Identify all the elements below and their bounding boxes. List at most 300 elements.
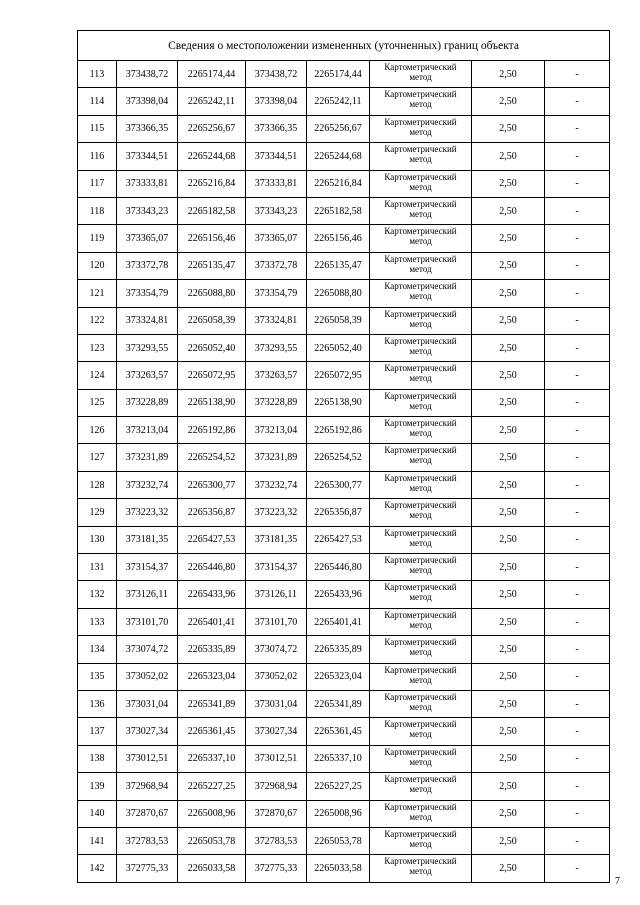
updated-y-cell: 2265256,67 xyxy=(307,115,370,142)
updated-y-cell: 2265446,80 xyxy=(307,554,370,581)
method-cell xyxy=(370,718,472,745)
existing-x-cell: 373101,70 xyxy=(117,608,178,635)
existing-y-cell: 2265335,89 xyxy=(178,636,246,663)
existing-x-cell: 372775,33 xyxy=(117,855,178,882)
existing-y-cell: 2265337,10 xyxy=(178,745,246,772)
method-line-2: метод xyxy=(409,866,432,877)
existing-y-cell: 2265446,80 xyxy=(178,554,246,581)
updated-x-cell: 373101,70 xyxy=(246,608,307,635)
updated-x-cell: 373223,32 xyxy=(246,499,307,526)
method-line-1: Картометрический xyxy=(384,472,457,483)
note-cell: - xyxy=(545,499,610,526)
method-cell xyxy=(370,280,472,307)
table-row xyxy=(78,827,610,854)
table-row xyxy=(78,554,610,581)
updated-x-cell: 373232,74 xyxy=(246,471,307,498)
method-cell xyxy=(370,61,472,88)
updated-x-cell: 373126,11 xyxy=(246,581,307,608)
existing-x-cell: 372968,94 xyxy=(117,773,178,800)
method-line-2: метод xyxy=(409,838,432,849)
table-row xyxy=(78,88,610,115)
existing-x-cell: 373031,04 xyxy=(117,690,178,717)
table-row xyxy=(78,499,610,526)
existing-x-cell: 373213,04 xyxy=(117,417,178,444)
method-line-2: метод xyxy=(409,72,432,82)
method-cell xyxy=(370,307,472,334)
method-cell xyxy=(370,773,472,800)
existing-x-cell: 373223,32 xyxy=(117,499,178,526)
table-row xyxy=(78,636,610,663)
method-line-2: метод xyxy=(409,811,432,822)
table-row xyxy=(78,773,610,800)
method-line-2: метод xyxy=(409,510,432,521)
updated-y-cell: 2265072,95 xyxy=(307,362,370,389)
method-line-1: Картометрический xyxy=(384,62,457,72)
note-cell: - xyxy=(545,663,610,690)
method-line-2: метод xyxy=(409,756,432,767)
table-row xyxy=(78,307,610,334)
method-cell xyxy=(370,389,472,416)
method-cell xyxy=(370,745,472,772)
updated-y-cell: 2265135,47 xyxy=(307,252,370,279)
method-cell xyxy=(370,225,472,252)
existing-y-cell: 2265427,53 xyxy=(178,526,246,553)
updated-x-cell: 373263,57 xyxy=(246,362,307,389)
table-row xyxy=(78,471,610,498)
method-line-2: метод xyxy=(409,729,432,740)
updated-x-cell: 373228,89 xyxy=(246,389,307,416)
point-number-cell: 118 xyxy=(78,197,117,224)
note-cell: - xyxy=(545,471,610,498)
updated-x-cell: 373372,78 xyxy=(246,252,307,279)
updated-x-cell: 373344,51 xyxy=(246,143,307,170)
note-cell: - xyxy=(545,143,610,170)
existing-x-cell: 373012,51 xyxy=(117,745,178,772)
method-line-2: метод xyxy=(409,592,432,603)
note-cell: - xyxy=(545,115,610,142)
method-line-1: Картометрический xyxy=(384,89,457,100)
updated-x-cell: 373231,89 xyxy=(246,444,307,471)
method-line-1: Картометрический xyxy=(384,335,457,346)
table-row xyxy=(78,800,610,827)
accuracy-cell: 2,50 xyxy=(472,471,545,498)
method-line-2: метод xyxy=(409,647,432,658)
note-cell: - xyxy=(545,581,610,608)
table-row xyxy=(78,389,610,416)
updated-x-cell: 372870,67 xyxy=(246,800,307,827)
page-number: 7 xyxy=(615,876,620,887)
point-number-cell: 121 xyxy=(78,280,117,307)
table-row xyxy=(78,745,610,772)
existing-y-cell: 2265401,41 xyxy=(178,608,246,635)
existing-x-cell: 373231,89 xyxy=(117,444,178,471)
updated-x-cell: 372775,33 xyxy=(246,855,307,882)
table-row xyxy=(78,718,610,745)
updated-x-cell: 373154,37 xyxy=(246,554,307,581)
existing-y-cell: 2265058,39 xyxy=(178,307,246,334)
note-cell: - xyxy=(545,718,610,745)
existing-y-cell: 2265244,68 xyxy=(178,143,246,170)
point-number-cell: 126 xyxy=(78,417,117,444)
note-cell: - xyxy=(545,636,610,663)
method-line-2: метод xyxy=(409,318,432,329)
point-number-cell: 142 xyxy=(78,855,117,882)
note-cell: - xyxy=(545,280,610,307)
accuracy-cell: 2,50 xyxy=(472,417,545,444)
accuracy-cell: 2,50 xyxy=(472,800,545,827)
point-number-cell: 133 xyxy=(78,608,117,635)
table-row xyxy=(78,61,610,88)
method-line-1: Картометрический xyxy=(384,363,457,374)
existing-y-cell: 2265361,45 xyxy=(178,718,246,745)
updated-y-cell: 2265337,10 xyxy=(307,745,370,772)
updated-y-cell: 2265227,25 xyxy=(307,773,370,800)
method-line-2: метод xyxy=(409,428,432,439)
point-number-cell: 120 xyxy=(78,252,117,279)
method-line-1: Картометрический xyxy=(384,226,457,237)
existing-y-cell: 2265323,04 xyxy=(178,663,246,690)
point-number-cell: 132 xyxy=(78,581,117,608)
table-row xyxy=(78,663,610,690)
accuracy-cell: 2,50 xyxy=(472,280,545,307)
accuracy-cell: 2,50 xyxy=(472,307,545,334)
method-cell xyxy=(370,608,472,635)
note-cell: - xyxy=(545,334,610,361)
method-cell xyxy=(370,800,472,827)
method-line-2: метод xyxy=(409,154,432,165)
method-line-2: метод xyxy=(409,373,432,384)
method-line-2: метод xyxy=(409,208,432,219)
updated-y-cell: 2265356,87 xyxy=(307,499,370,526)
updated-y-cell: 2265361,45 xyxy=(307,718,370,745)
updated-x-cell: 373074,72 xyxy=(246,636,307,663)
method-line-1: Картометрический xyxy=(384,828,457,839)
point-number-cell: 136 xyxy=(78,690,117,717)
existing-x-cell: 373181,35 xyxy=(117,526,178,553)
method-line-1: Картометрический xyxy=(384,281,457,292)
method-cell xyxy=(370,554,472,581)
updated-y-cell: 2265192,86 xyxy=(307,417,370,444)
updated-y-cell: 2265088,80 xyxy=(307,280,370,307)
method-cell xyxy=(370,581,472,608)
method-line-2: метод xyxy=(409,482,432,493)
accuracy-cell: 2,50 xyxy=(472,334,545,361)
updated-y-cell: 2265033,58 xyxy=(307,855,370,882)
point-number-cell: 139 xyxy=(78,773,117,800)
table-header-row xyxy=(78,31,610,61)
method-line-2: метод xyxy=(409,181,432,192)
method-line-1: Картометрический xyxy=(384,171,457,182)
accuracy-cell: 2,50 xyxy=(472,143,545,170)
method-line-1: Картометрический xyxy=(384,308,457,319)
point-number-cell: 128 xyxy=(78,471,117,498)
method-line-1: Картометрический xyxy=(384,801,457,812)
point-number-cell: 119 xyxy=(78,225,117,252)
table-row xyxy=(78,608,610,635)
note-cell: - xyxy=(545,170,610,197)
table-row xyxy=(78,170,610,197)
method-line-2: метод xyxy=(409,126,432,137)
method-line-2: метод xyxy=(409,263,432,274)
boundary-coordinates-table xyxy=(77,30,610,883)
point-number-cell: 137 xyxy=(78,718,117,745)
updated-x-cell: 373438,72 xyxy=(246,61,307,88)
accuracy-cell: 2,50 xyxy=(472,170,545,197)
existing-x-cell: 373052,02 xyxy=(117,663,178,690)
updated-y-cell: 2265242,11 xyxy=(307,88,370,115)
existing-y-cell: 2265033,58 xyxy=(178,855,246,882)
method-line-1: Картометрический xyxy=(384,527,457,538)
method-line-1: Картометрический xyxy=(384,637,457,648)
accuracy-cell: 2,50 xyxy=(472,197,545,224)
method-line-2: метод xyxy=(409,291,432,302)
existing-y-cell: 2265053,78 xyxy=(178,827,246,854)
table-row xyxy=(78,417,610,444)
updated-y-cell: 2265254,52 xyxy=(307,444,370,471)
method-line-1: Картометрический xyxy=(384,144,457,155)
accuracy-cell: 2,50 xyxy=(472,88,545,115)
accuracy-cell: 2,50 xyxy=(472,444,545,471)
point-number-cell: 116 xyxy=(78,143,117,170)
method-line-1: Картометрический xyxy=(384,582,457,593)
method-cell xyxy=(370,252,472,279)
accuracy-cell: 2,50 xyxy=(472,389,545,416)
existing-y-cell: 2265341,89 xyxy=(178,690,246,717)
note-cell: - xyxy=(545,444,610,471)
table-row xyxy=(78,115,610,142)
existing-x-cell: 373333,81 xyxy=(117,170,178,197)
updated-x-cell: 373052,02 xyxy=(246,663,307,690)
note-cell: - xyxy=(545,307,610,334)
existing-y-cell: 2265242,11 xyxy=(178,88,246,115)
accuracy-cell: 2,50 xyxy=(472,115,545,142)
method-line-1: Картометрический xyxy=(384,198,457,209)
accuracy-cell: 2,50 xyxy=(472,526,545,553)
existing-y-cell: 2265182,58 xyxy=(178,197,246,224)
updated-x-cell: 373031,04 xyxy=(246,690,307,717)
updated-y-cell: 2265008,96 xyxy=(307,800,370,827)
method-line-1: Картометрический xyxy=(384,116,457,127)
table-row xyxy=(78,581,610,608)
method-line-1: Картометрический xyxy=(384,774,457,785)
existing-y-cell: 2265052,40 xyxy=(178,334,246,361)
updated-x-cell: 373213,04 xyxy=(246,417,307,444)
updated-x-cell: 373027,34 xyxy=(246,718,307,745)
table-row xyxy=(78,855,610,882)
accuracy-cell: 2,50 xyxy=(472,745,545,772)
existing-y-cell: 2265254,52 xyxy=(178,444,246,471)
updated-y-cell: 2265335,89 xyxy=(307,636,370,663)
method-cell xyxy=(370,690,472,717)
note-cell: - xyxy=(545,827,610,854)
note-cell: - xyxy=(545,608,610,635)
method-cell xyxy=(370,197,472,224)
table-row xyxy=(78,225,610,252)
method-line-1: Картометрический xyxy=(384,609,457,620)
table-row xyxy=(78,690,610,717)
updated-y-cell: 2265341,89 xyxy=(307,690,370,717)
existing-x-cell: 373354,79 xyxy=(117,280,178,307)
method-line-2: метод xyxy=(409,701,432,712)
accuracy-cell: 2,50 xyxy=(472,61,545,88)
table-row xyxy=(78,197,610,224)
existing-y-cell: 2265227,25 xyxy=(178,773,246,800)
existing-y-cell: 2265156,46 xyxy=(178,225,246,252)
point-number-cell: 138 xyxy=(78,745,117,772)
method-cell xyxy=(370,362,472,389)
method-cell xyxy=(370,170,472,197)
existing-x-cell: 373365,07 xyxy=(117,225,178,252)
existing-y-cell: 2265216,84 xyxy=(178,170,246,197)
table-row xyxy=(78,280,610,307)
method-line-1: Картометрический xyxy=(384,719,457,730)
point-number-cell: 123 xyxy=(78,334,117,361)
updated-y-cell: 2265216,84 xyxy=(307,170,370,197)
method-line-1: Картометрический xyxy=(384,253,457,264)
existing-y-cell: 2265356,87 xyxy=(178,499,246,526)
method-line-2: метод xyxy=(409,400,432,411)
existing-y-cell: 2265138,90 xyxy=(178,389,246,416)
note-cell: - xyxy=(545,745,610,772)
note-cell: - xyxy=(545,61,610,88)
existing-x-cell: 373343,23 xyxy=(117,197,178,224)
method-line-1: Картометрический xyxy=(384,746,457,757)
updated-x-cell: 373343,23 xyxy=(246,197,307,224)
existing-y-cell: 2265135,47 xyxy=(178,252,246,279)
existing-x-cell: 373027,34 xyxy=(117,718,178,745)
point-number-cell: 122 xyxy=(78,307,117,334)
note-cell: - xyxy=(545,197,610,224)
method-line-1: Картометрический xyxy=(384,500,457,511)
method-cell xyxy=(370,471,472,498)
method-cell xyxy=(370,143,472,170)
method-cell xyxy=(370,115,472,142)
existing-x-cell: 373372,78 xyxy=(117,252,178,279)
updated-y-cell: 2265182,58 xyxy=(307,197,370,224)
method-line-2: метод xyxy=(409,345,432,356)
method-cell xyxy=(370,499,472,526)
point-number-cell: 114 xyxy=(78,88,117,115)
note-cell: - xyxy=(545,690,610,717)
existing-y-cell: 2265088,80 xyxy=(178,280,246,307)
method-line-1: Картометрический xyxy=(384,555,457,566)
updated-y-cell: 2265300,77 xyxy=(307,471,370,498)
updated-x-cell: 373354,79 xyxy=(246,280,307,307)
table-row xyxy=(78,444,610,471)
method-line-1: Картометрический xyxy=(384,445,457,456)
existing-x-cell: 372870,67 xyxy=(117,800,178,827)
table-title: Сведения о местоположении измененных (уточненных) границ объекта xyxy=(78,31,610,61)
accuracy-cell: 2,50 xyxy=(472,855,545,882)
existing-y-cell: 2265174,44 xyxy=(178,61,246,88)
updated-x-cell: 373366,35 xyxy=(246,115,307,142)
point-number-cell: 130 xyxy=(78,526,117,553)
method-line-2: метод xyxy=(409,236,432,247)
existing-y-cell: 2265008,96 xyxy=(178,800,246,827)
existing-x-cell: 373293,55 xyxy=(117,334,178,361)
existing-x-cell: 373228,89 xyxy=(117,389,178,416)
table-row xyxy=(78,143,610,170)
note-cell: - xyxy=(545,252,610,279)
updated-x-cell: 373181,35 xyxy=(246,526,307,553)
updated-y-cell: 2265156,46 xyxy=(307,225,370,252)
point-number-cell: 113 xyxy=(78,61,117,88)
accuracy-cell: 2,50 xyxy=(472,827,545,854)
note-cell: - xyxy=(545,389,610,416)
method-cell xyxy=(370,663,472,690)
table-row xyxy=(78,334,610,361)
method-cell xyxy=(370,636,472,663)
method-line-2: метод xyxy=(409,674,432,685)
note-cell: - xyxy=(545,526,610,553)
point-number-cell: 125 xyxy=(78,389,117,416)
existing-x-cell: 373344,51 xyxy=(117,143,178,170)
note-cell: - xyxy=(545,773,610,800)
method-line-2: метод xyxy=(409,537,432,548)
method-line-1: Картометрический xyxy=(384,691,457,702)
point-number-cell: 135 xyxy=(78,663,117,690)
method-line-2: метод xyxy=(409,99,432,110)
method-cell xyxy=(370,827,472,854)
point-number-cell: 131 xyxy=(78,554,117,581)
method-cell xyxy=(370,526,472,553)
method-cell xyxy=(370,88,472,115)
point-number-cell: 129 xyxy=(78,499,117,526)
method-line-2: метод xyxy=(409,565,432,576)
method-line-1: Картометрический xyxy=(384,664,457,675)
note-cell: - xyxy=(545,800,610,827)
method-cell xyxy=(370,444,472,471)
existing-x-cell: 373366,35 xyxy=(117,115,178,142)
updated-y-cell: 2265401,41 xyxy=(307,608,370,635)
accuracy-cell: 2,50 xyxy=(472,499,545,526)
updated-y-cell: 2265433,96 xyxy=(307,581,370,608)
updated-x-cell: 373365,07 xyxy=(246,225,307,252)
updated-y-cell: 2265427,53 xyxy=(307,526,370,553)
point-number-cell: 140 xyxy=(78,800,117,827)
existing-y-cell: 2265072,95 xyxy=(178,362,246,389)
method-line-2: метод xyxy=(409,784,432,795)
updated-x-cell: 372783,53 xyxy=(246,827,307,854)
updated-y-cell: 2265053,78 xyxy=(307,827,370,854)
accuracy-cell: 2,50 xyxy=(472,362,545,389)
method-cell xyxy=(370,855,472,882)
updated-x-cell: 373012,51 xyxy=(246,745,307,772)
updated-x-cell: 373293,55 xyxy=(246,334,307,361)
note-cell: - xyxy=(545,855,610,882)
existing-y-cell: 2265192,86 xyxy=(178,417,246,444)
method-cell xyxy=(370,334,472,361)
accuracy-cell: 2,50 xyxy=(472,636,545,663)
point-number-cell: 134 xyxy=(78,636,117,663)
note-cell: - xyxy=(545,417,610,444)
method-line-1: Картометрический xyxy=(384,856,457,867)
updated-y-cell: 2265323,04 xyxy=(307,663,370,690)
accuracy-cell: 2,50 xyxy=(472,252,545,279)
method-line-1: Картометрический xyxy=(384,418,457,429)
existing-x-cell: 373126,11 xyxy=(117,581,178,608)
point-number-cell: 115 xyxy=(78,115,117,142)
updated-x-cell: 373324,81 xyxy=(246,307,307,334)
existing-x-cell: 373324,81 xyxy=(117,307,178,334)
accuracy-cell: 2,50 xyxy=(472,554,545,581)
existing-y-cell: 2265300,77 xyxy=(178,471,246,498)
point-number-cell: 117 xyxy=(78,170,117,197)
existing-x-cell: 373232,74 xyxy=(117,471,178,498)
table-row xyxy=(78,362,610,389)
method-line-2: метод xyxy=(409,455,432,466)
method-line-2: метод xyxy=(409,619,432,630)
